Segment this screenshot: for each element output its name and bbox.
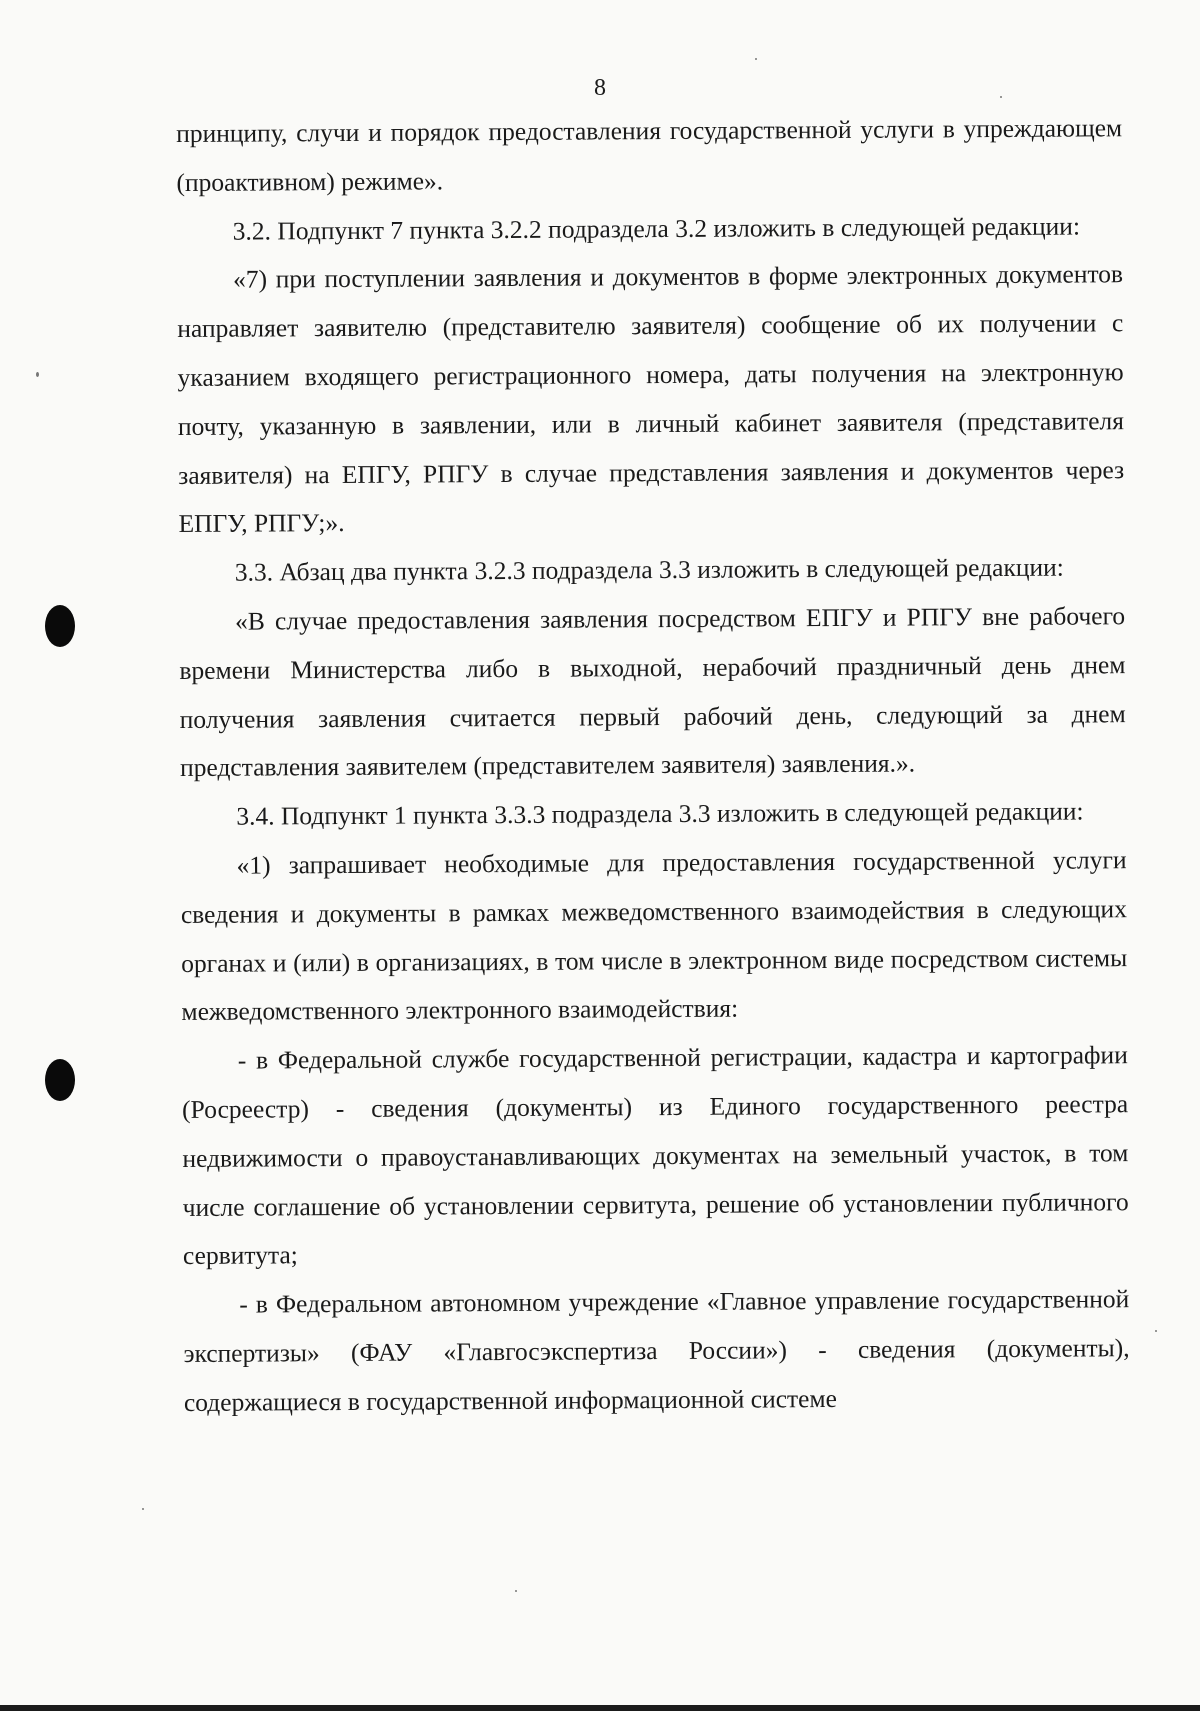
paragraph: 3.2. Подпункт 7 пункта 3.2.2 подраздела 3.2 изложить в следующей редакции: [232,211,1081,246]
page-number: 8 [594,75,606,101]
paragraph: - в Федеральной службе государственной регистрации, кадастра и картографии (Росреестр) - сведения (документы) из Единого государственного реестра недвижимости о правоустанавливающих документах на земельный участок, в том числе соглашение об установлении сервитута, решение об установлении публичного сервитута; [182,1040,1129,1271]
scan-speck [142,1508,144,1510]
paragraph: - в Федеральном автономном учреждение «Главное управление государственной экспертизы» (ФАУ «Главгосэкспертиза России») - сведения (документы), содержащиеся в государственной информационной системе [183,1284,1130,1417]
scan-bottom-edge [0,1705,1200,1711]
paragraph: «7) при поступлении заявления и документов в форме электронных документов направляет заявителю (представителю заявителя) сообщение об их получении с указанием входящего регистрационного номера, даты получения на электронную почту, указанную в заявлении, или в личный кабинет заявителя (представителя заявителя) на ЕПГУ, РПГУ в случае представления заявления и документов через ЕПГУ, РПГУ;». [177,259,1125,539]
punch-hole-top [45,605,75,647]
paragraph: «1) запрашивает необходимые для предоставления государственной услуги сведения и документы в рамках межведомственного взаимодействия в следующих органах и (или) в организациях, в том числе в электронном виде посредством системы межведомственного электронного взаимодействия: [180,845,1128,1027]
scan-speck [1000,96,1002,98]
scan-speck [36,372,39,377]
paragraph: «В случае предоставления заявления посредством ЕПГУ и РПГУ вне рабочего времени Министерства либо в выходной, нерабочий праздничный день днем получения заявления считается первый рабочий день, следующий за днем представления заявителем (представителем заявителя) заявления.». [179,601,1126,783]
document-body [176,104,1130,1427]
paragraph: 3.4. Подпункт 1 пункта 3.3.3 подраздела 3.3 изложить в следующей редакции: [236,796,1084,831]
scan-speck [515,1590,517,1592]
scan-speck [1155,1330,1157,1332]
paragraph: 3.3. Абзац два пункта 3.2.3 подраздела 3.3 изложить в следующей редакции: [234,552,1064,587]
punch-hole-bottom [45,1059,75,1101]
scan-speck [755,58,757,60]
paragraph: принципу, случи и порядок предоставления государственной услуги в упреждающем (проактивном) режиме». [176,113,1123,197]
